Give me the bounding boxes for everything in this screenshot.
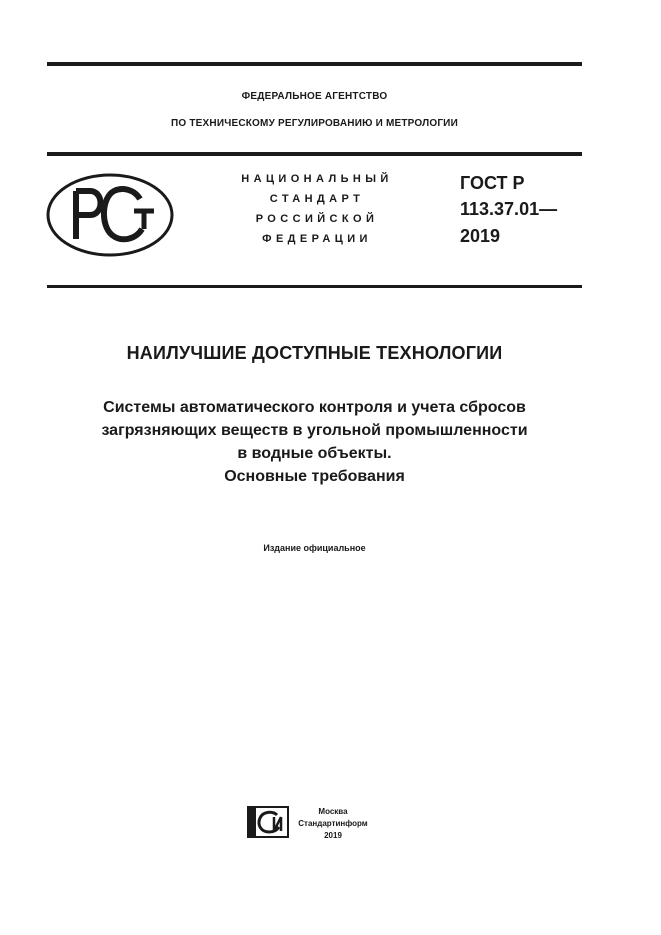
national-line-2: СТАНДАРТ <box>269 193 365 205</box>
subtitle-line-2: загрязняющих веществ в угольной промышленности <box>101 422 528 439</box>
gost-r-emblem-icon <box>46 173 174 257</box>
subtitle-line-3: в водные объекты. <box>237 445 392 462</box>
top-rule <box>47 62 582 66</box>
standartinform-logo-icon <box>247 806 289 838</box>
agency-line-2: ПО ТЕХНИЧЕСКОМУ РЕГУЛИРОВАНИЮ И МЕТРОЛОГИИ <box>171 118 458 129</box>
national-line-1: НАЦИОНАЛЬНЫЙ <box>241 173 393 185</box>
publisher-city: Москва <box>318 807 348 816</box>
middle-rule <box>47 152 582 156</box>
national-line-3: РОССИЙСКОЙ <box>255 213 379 225</box>
subtitle-line-4: Основные требования <box>224 468 405 485</box>
agency-line-1: ФЕДЕРАЛЬНОЕ АГЕНТСТВО <box>241 91 388 102</box>
gost-designation-line-3: 2019 <box>460 226 501 246</box>
edition-label: Издание официальное <box>263 543 366 553</box>
subtitle-line-1: Системы автоматического контроля и учета сбросов <box>103 399 526 416</box>
publisher-name: Стандартинформ <box>298 819 368 828</box>
gost-designation-line-1: ГОСТ Р <box>460 173 525 193</box>
gost-designation-line-2: 113.37.01— <box>460 199 558 219</box>
document-title: НАИЛУЧШИЕ ДОСТУПНЫЕ ТЕХНОЛОГИИ <box>126 343 503 363</box>
lower-rule <box>47 285 582 288</box>
publisher-year: 2019 <box>324 831 342 840</box>
national-line-4: ФЕДЕРАЦИИ <box>262 233 372 245</box>
